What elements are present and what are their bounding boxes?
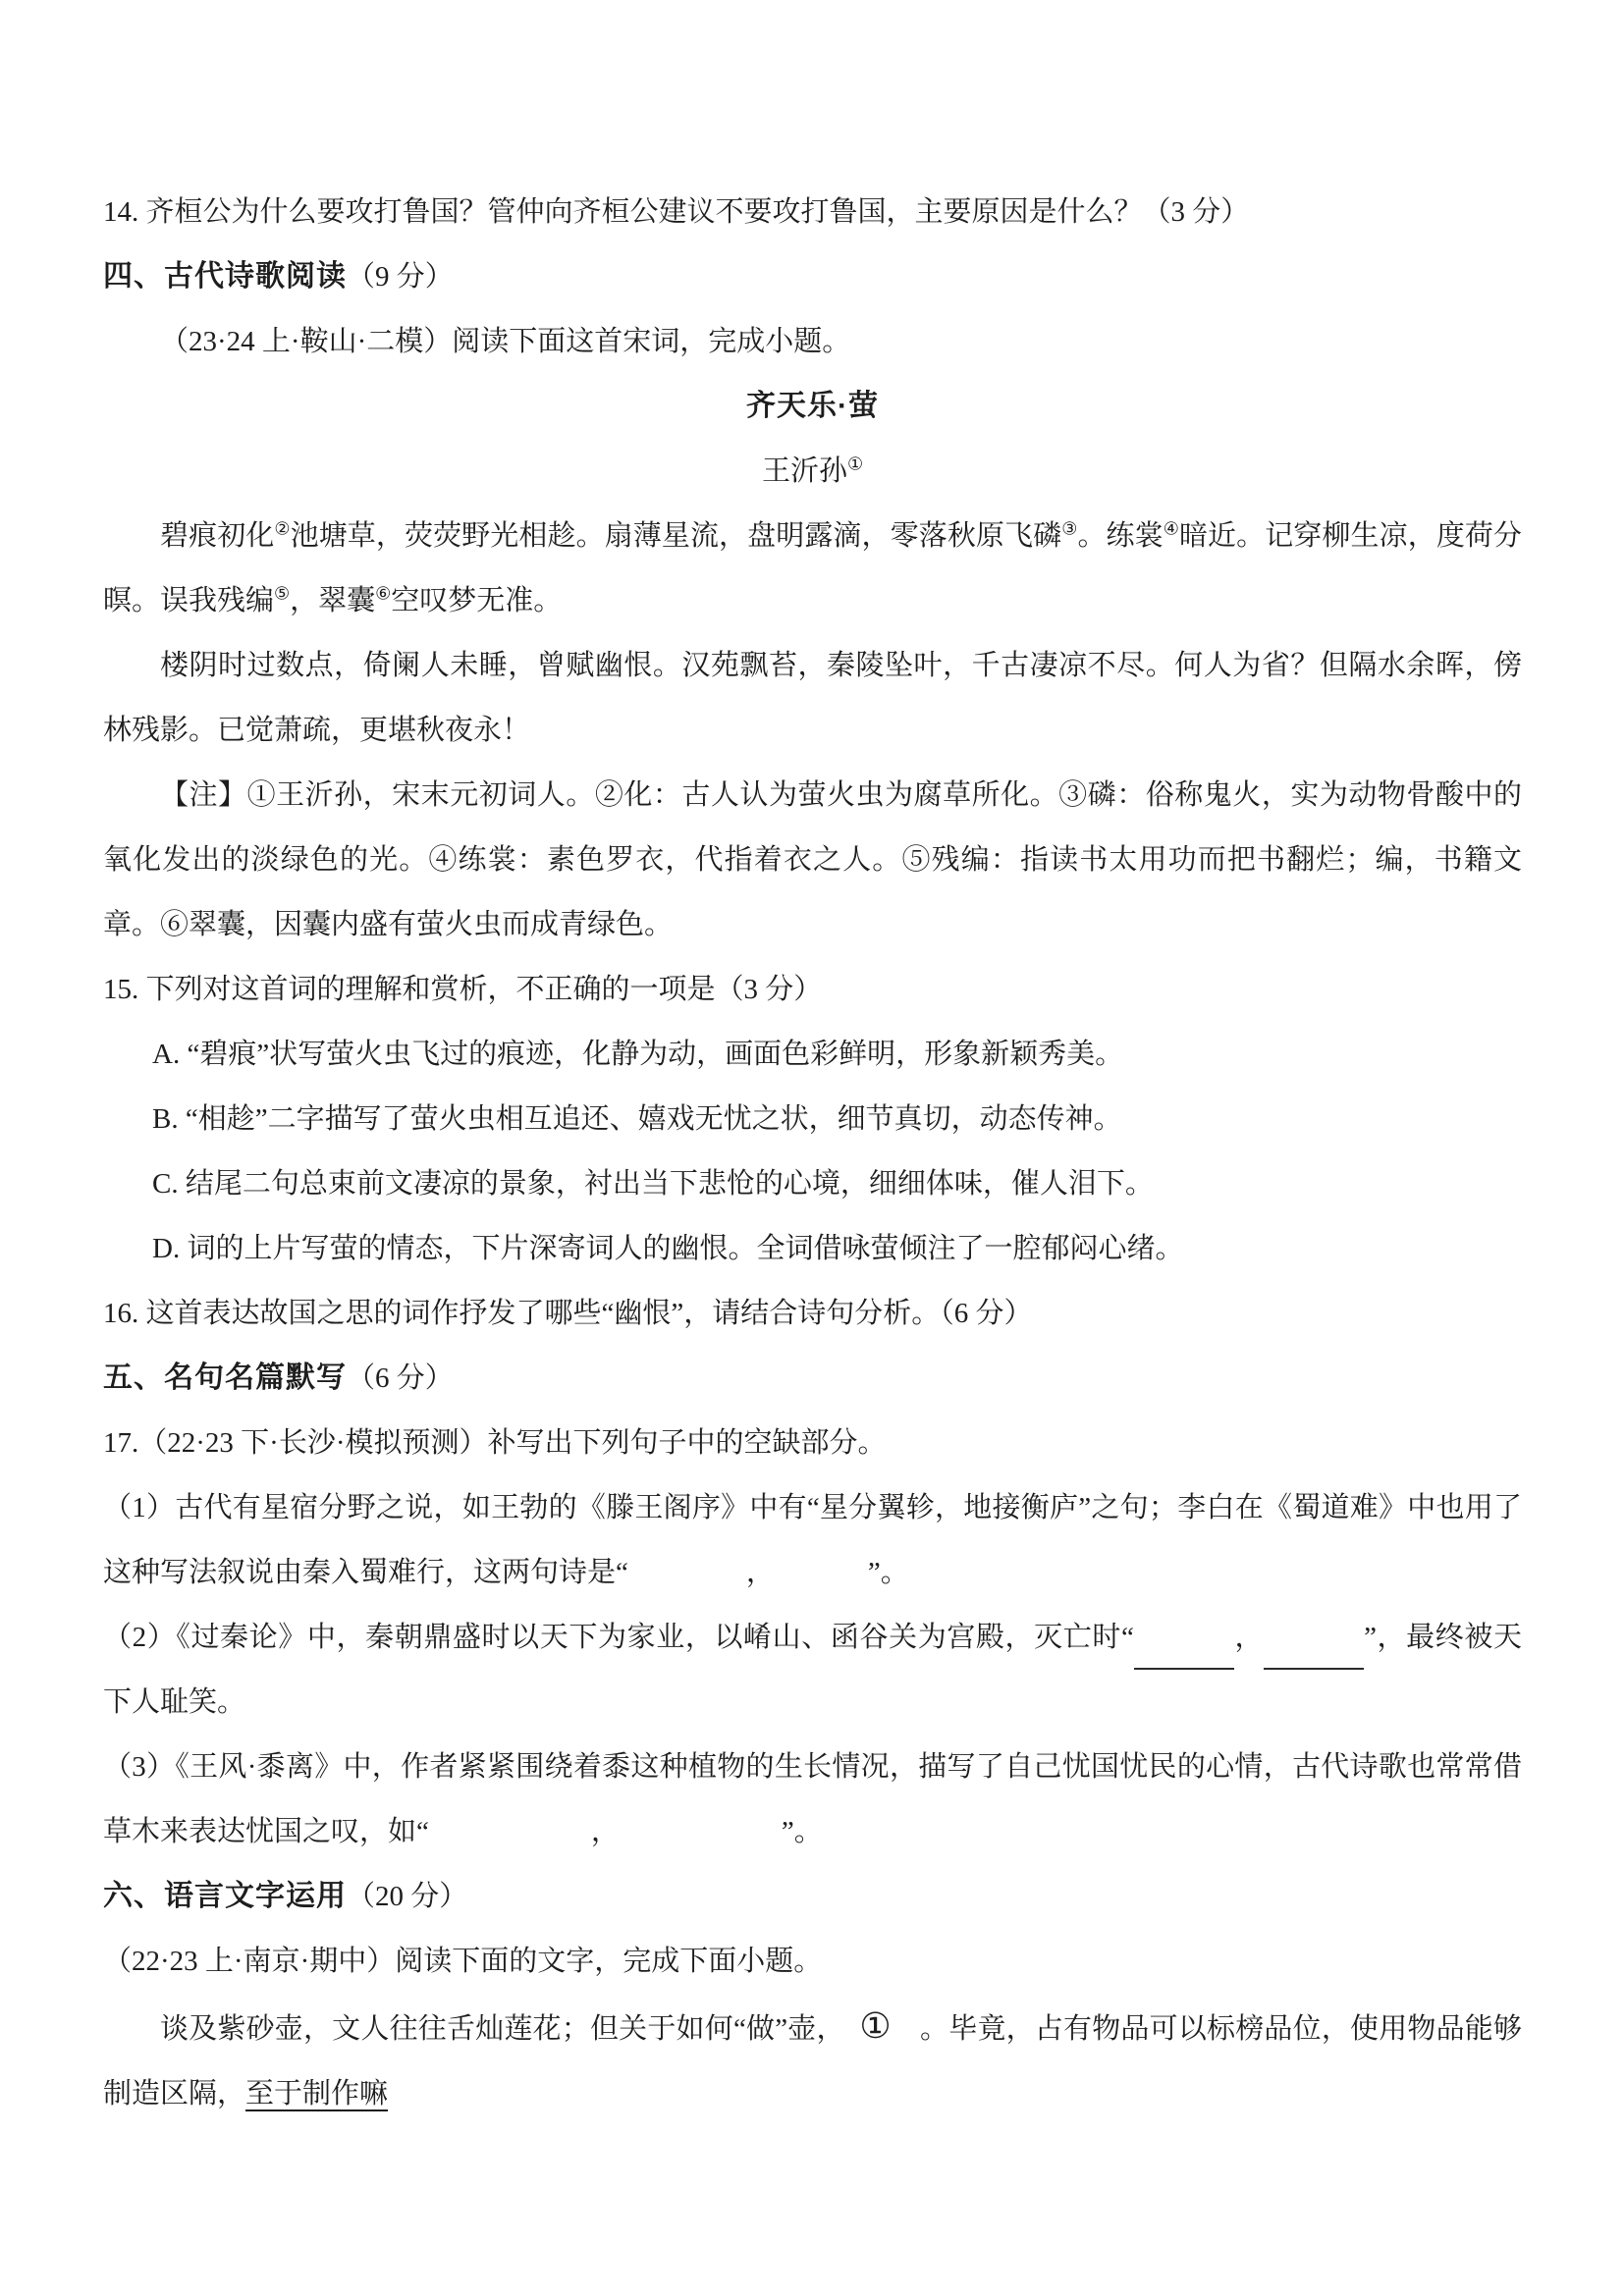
dictation-part-3 bbox=[103, 1735, 1522, 1864]
passage-paragraph bbox=[103, 1994, 1522, 2126]
dictation-1-blank-1 bbox=[628, 1575, 746, 1605]
question-16-text: 16. 这首表达故国之思的词作抒发了哪些“幽恨”，请结合诗句分析。（6 分） bbox=[103, 1298, 1033, 1329]
question-15-option-b: B. “相趁”二字描写了萤火虫相互追还、嬉戏无忧之状，细节真切，动态传神。 bbox=[152, 1103, 1122, 1135]
poem-author bbox=[103, 439, 1522, 504]
text-segment: ”，最终被天下人耻笑。 bbox=[103, 1622, 1523, 1718]
section-heading-dictation-label: 五、名句名篇默写 bbox=[103, 1362, 347, 1394]
question-17-stem: 17.（22·23 下·长沙·模拟预测）补写出下列句子中的空缺部分。 bbox=[103, 1427, 887, 1459]
superscript-note-marker: ① bbox=[846, 454, 864, 474]
source-tag-anshan: （23·24 上·鞍山·二模）阅读下面这首宋词，完成小题。 bbox=[160, 326, 851, 357]
poem-stanza-2: 楼阴时过数点，倚阑人未睡，曾赋幽恨。汉苑飘苔，秦陵坠叶，千古凄凉不尽。何人为省？但隔水余晖，傍林残影。已觉萧疏，更堪秋夜永！ bbox=[103, 650, 1522, 746]
text-segment: ， bbox=[745, 1557, 775, 1588]
dictation-1-blank-2 bbox=[775, 1575, 868, 1605]
dictation-part-1 bbox=[103, 1475, 1522, 1605]
dictation-2-blank-1 bbox=[1134, 1638, 1234, 1670]
section-heading-dictation bbox=[103, 1346, 1522, 1411]
dictation-3-text: （3）《王风·黍离》中，作者紧紧围绕着黍这种植物的生长情况，描写了自己忧国忧民的心情，古代诗歌也常常借草木来表达忧国之叹，如“ bbox=[103, 1751, 1522, 1847]
question-15-option-d: D. 词的上片写萤的情态，下片深寄词人的幽恨。全词借咏萤倾注了一腔郁闷心绪。 bbox=[152, 1233, 1184, 1264]
dictation-1-text: （1）古代有星宿分野之说，如王勃的《滕王阁序》中有“星分翼轸，地接衡庐”之句；李白在《蜀道难》中也用了这种写法叙说由秦入蜀难行，这两句诗是“ bbox=[103, 1492, 1522, 1588]
question-15-option-c: C. 结尾二句总束前文凄凉的景象，衬出当下悲怆的心境，细细体味，催人泪下。 bbox=[152, 1168, 1154, 1200]
section-heading-dictation-score: （6 分） bbox=[347, 1362, 454, 1394]
text-segment: ， bbox=[1233, 1622, 1265, 1653]
passage-text-1: 谈及紫砂壶，文人往往舌灿莲花；但关于如何“做”壶， bbox=[160, 2013, 860, 2045]
text-segment: ，翠囊 bbox=[290, 585, 376, 616]
section-heading-language-use-label: 六、语言文字运用 bbox=[103, 1880, 347, 1912]
section-heading-language-use-score: （20 分） bbox=[347, 1881, 468, 1912]
passage-blank-circled-1: ① bbox=[859, 2005, 892, 2046]
section-heading-language-use bbox=[103, 1864, 1522, 1929]
poem-title: 齐天乐·萤 bbox=[746, 390, 879, 422]
question-14-text: 14. 齐桓公为什么要攻打鲁国？管仲向齐桓公建议不要攻打鲁国，主要原因是什么？（3 分） bbox=[103, 196, 1250, 228]
poem-stanza-1 bbox=[103, 504, 1522, 633]
section-heading-poetry bbox=[103, 244, 1522, 309]
text-segment: 。练裳 bbox=[1077, 520, 1164, 552]
text-segment: ”。 bbox=[867, 1557, 909, 1588]
passage-text-2: 。毕竟，占有物品可以标榜品位，使用物品能够制造区隔， bbox=[103, 2013, 1522, 2109]
text-segment: ， bbox=[590, 1816, 620, 1847]
passage-underlined-phrase: 至于制作嘛 bbox=[245, 2078, 389, 2109]
dictation-3-blank-2 bbox=[620, 1835, 782, 1864]
superscript-note-marker: ③ bbox=[1061, 518, 1078, 539]
section-heading-poetry-score: （9 分） bbox=[347, 261, 454, 293]
dictation-part-2 bbox=[103, 1605, 1522, 1735]
dictation-2-blank-2 bbox=[1264, 1638, 1364, 1670]
text-segment: 暗近。记穿柳生凉，度荷分暝。误我残编 bbox=[103, 520, 1523, 616]
dictation-2-text: （2）《过秦论》中，秦朝鼎盛时以天下为家业，以崤山、函谷关为宫殿，灭亡时“ bbox=[103, 1622, 1134, 1653]
superscript-note-marker: ⑥ bbox=[375, 583, 392, 604]
text-segment: 王沂孙 bbox=[761, 455, 847, 487]
superscript-note-marker: ⑤ bbox=[274, 583, 291, 604]
superscript-note-marker: ④ bbox=[1163, 518, 1179, 539]
section-heading-poetry-label: 四、古代诗歌阅读 bbox=[103, 260, 347, 293]
dictation-3-blank-1 bbox=[429, 1835, 591, 1864]
question-15-stem: 15. 下列对这首词的理解和赏析，不正确的一项是（3 分） bbox=[103, 974, 823, 1005]
poem-notes: 【注】①王沂孙，宋末元初词人。②化：古人认为萤火虫为腐草所化。③磷：俗称鬼火，实为动物骨酸中的氧化发出的淡绿色的光。④练裳：素色罗衣，代指着衣之人。⑤残编：指读书太用功而把书翻烂；编，书籍文章。⑥翠囊，因囊内盛有萤火虫而成青绿色。 bbox=[103, 779, 1522, 940]
source-tag-nanjing: （22·23 上·南京·期中）阅读下面的文字，完成下面小题。 bbox=[103, 1946, 823, 1977]
text-segment: 空叹梦无准。 bbox=[391, 585, 563, 616]
text-segment: 池塘草，荧荧野光相趁。扇薄星流，盘明露滴，零落秋原飞磷 bbox=[290, 520, 1062, 552]
text-segment: ”。 bbox=[781, 1816, 823, 1847]
superscript-note-marker: ② bbox=[274, 518, 291, 539]
question-15-option-a: A. “碧痕”状写萤火虫飞过的痕迹，化静为动，画面色彩鲜明，形象新颖秀美。 bbox=[152, 1039, 1124, 1070]
poem-title-line bbox=[103, 374, 1522, 439]
text-segment: 碧痕初化 bbox=[160, 520, 275, 552]
